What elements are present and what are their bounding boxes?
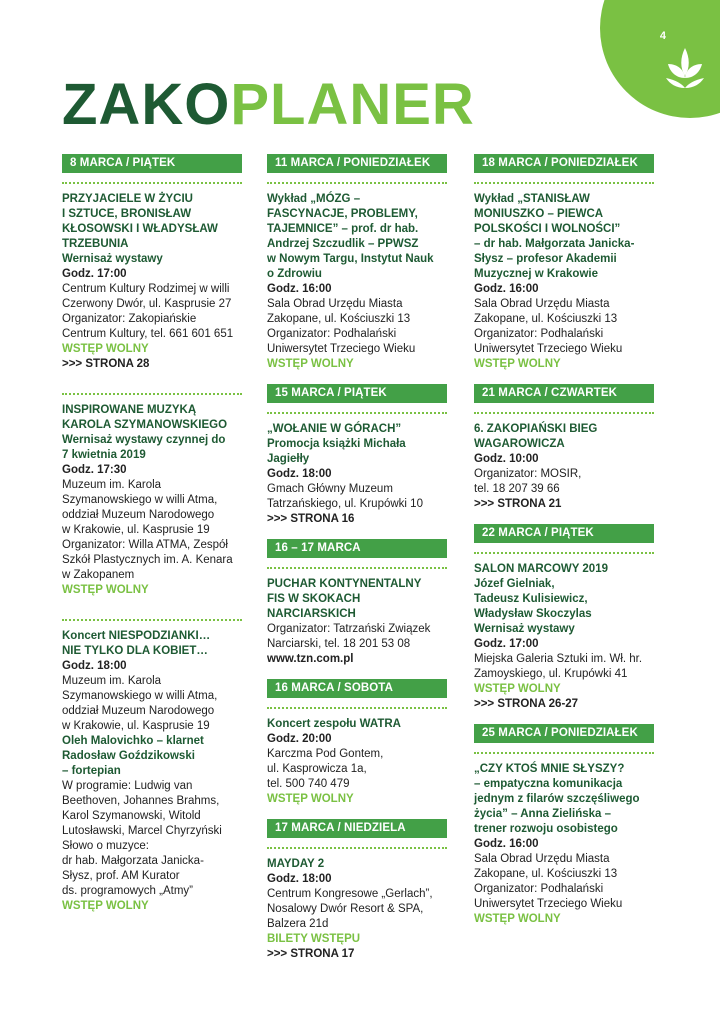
event-green-line: WSTĘP WOLNY bbox=[62, 584, 149, 596]
event-entry bbox=[474, 762, 654, 927]
event-title-line: INSPIROWANE MUZYKĄ bbox=[62, 404, 197, 416]
event-title-line: Andrzej Szczudlik – PPWSZ bbox=[267, 238, 419, 250]
event-title-line: o Zdrowiu bbox=[267, 268, 322, 280]
event-title-line: KAROLA SZYMANOWSKIEGO bbox=[62, 419, 228, 431]
dotted-divider bbox=[62, 182, 242, 184]
event-title-line: Władysław Skoczylas bbox=[474, 608, 592, 620]
leaf-icon bbox=[660, 42, 710, 92]
date-header: 15 MARCA / PIĄTEK bbox=[267, 384, 447, 403]
dotted-divider bbox=[267, 182, 447, 184]
event-title-line: – empatyczna komunikacja bbox=[474, 778, 623, 790]
event-title-line: życia” – Anna Zielińska – bbox=[474, 808, 611, 820]
event-txt-line: Szymanowskiego w willi Atma, bbox=[62, 494, 218, 506]
event-time-line: Godz. 17:00 bbox=[62, 268, 127, 280]
event-green-line: WSTĘP WOLNY bbox=[62, 900, 149, 912]
zakoplaner-logo bbox=[62, 72, 475, 137]
event-title-line: jednym z filarów szczęśliwego bbox=[474, 793, 640, 805]
dotted-divider bbox=[474, 412, 654, 414]
event-green-line: WSTĘP WOLNY bbox=[474, 913, 561, 925]
event-entry bbox=[267, 857, 447, 962]
event-txt-line: w Krakowie, ul. Kasprusie 19 bbox=[62, 720, 210, 732]
event-txt-line: Centrum Kultury, tel. 661 601 651 bbox=[62, 328, 234, 340]
event-txt-line: tel. 500 740 479 bbox=[267, 778, 350, 790]
event-entry bbox=[62, 192, 242, 372]
event-sub-line: 7 kwietnia 2019 bbox=[62, 449, 146, 461]
event-title-line: „WOŁANIE W GÓRACH” bbox=[267, 423, 402, 435]
event-txt-line: Narciarski, tel. 18 201 53 08 bbox=[267, 638, 411, 650]
event-txt-line: Centrum Kultury Rodzimej w willi bbox=[62, 283, 230, 295]
event-entry bbox=[267, 577, 447, 667]
event-title-line: I SZTUCE, BRONISŁAW bbox=[62, 208, 192, 220]
event-entry bbox=[267, 717, 447, 807]
event-txt-line: oddział Muzeum Narodowego bbox=[62, 705, 215, 717]
dotted-divider bbox=[474, 552, 654, 554]
event-title-line: – dr hab. Małgorzata Janicka- bbox=[474, 238, 635, 250]
event-green-line: BILETY WSTĘPU bbox=[267, 933, 361, 945]
event-txt-line: Zakopane, ul. Kościuszki 13 bbox=[474, 868, 618, 880]
event-title-line: trener rozwoju osobistego bbox=[474, 823, 618, 835]
event-time-line: Godz. 10:00 bbox=[474, 453, 539, 465]
event-entry bbox=[474, 422, 654, 512]
event-txt-line: Słysz, prof. AM Kurator bbox=[62, 870, 180, 882]
event-sub-line: Wernisaż wystawy czynnej do bbox=[62, 434, 226, 446]
event-txt-line: oddział Muzeum Narodowego bbox=[62, 509, 215, 521]
event-entry bbox=[267, 422, 447, 527]
event-ref-line: >>> STRONA 16 bbox=[267, 513, 355, 525]
dotted-divider bbox=[267, 412, 447, 414]
event-time-line: Godz. 20:00 bbox=[267, 733, 332, 745]
event-txt-line: w Krakowie, ul. Kasprusie 19 bbox=[62, 524, 210, 536]
event-title-line: Tadeusz Kulisiewicz, bbox=[474, 593, 588, 605]
event-txt-line: Beethoven, Johannes Brahms, bbox=[62, 795, 220, 807]
event-time-line: Godz. 16:00 bbox=[474, 283, 539, 295]
event-title-line: Koncert zespołu WATRA bbox=[267, 718, 401, 730]
event-green-line: WSTĘP WOLNY bbox=[474, 358, 561, 370]
event-title-line: FIS W SKOKACH bbox=[267, 593, 361, 605]
event-title-line: PRZYJACIELE W ŻYCIU bbox=[62, 193, 193, 205]
dotted-divider bbox=[267, 847, 447, 849]
event-title-line: WAGAROWICZA bbox=[474, 438, 565, 450]
date-header: 8 MARCA / PIĄTEK bbox=[62, 154, 242, 173]
page-number: 4 bbox=[659, 30, 666, 42]
date-header: 11 MARCA / PONIEDZIAŁEK bbox=[267, 154, 447, 173]
event-txt-line: Karol Szymanowski, Witold bbox=[62, 810, 201, 822]
event-title-line: Muzycznej w Krakowie bbox=[474, 268, 598, 280]
event-txt-line: Uniwersytet Trzeciego Wieku bbox=[474, 898, 623, 910]
event-txt-line: Tatrzańskiego, ul. Krupówki 10 bbox=[267, 498, 423, 510]
section-gap bbox=[474, 712, 654, 724]
event-title-line: MAYDAY 2 bbox=[267, 858, 325, 870]
event-txt-line: Szkół Plastycznych im. A. Kenara bbox=[62, 554, 233, 566]
column-3 bbox=[474, 154, 654, 927]
event-txt-line: Sala Obrad Urzędu Miasta bbox=[474, 298, 610, 310]
event-green-line: WSTĘP WOLNY bbox=[62, 343, 149, 355]
date-header: 25 MARCA / PONIEDZIAŁEK bbox=[474, 724, 654, 743]
event-txt-line: Uniwersytet Trzeciego Wieku bbox=[267, 343, 416, 355]
event-txt-line: W programie: Ludwig van bbox=[62, 780, 193, 792]
event-title-line: „CZY KTOŚ MNIE SŁYSZY? bbox=[474, 763, 625, 775]
date-header: 22 MARCA / PIĄTEK bbox=[474, 524, 654, 543]
event-txt-line: Lutosławski, Marcel Chyrzyński bbox=[62, 825, 222, 837]
event-time-line: Godz. 18:00 bbox=[267, 873, 332, 885]
event-txt-line: dr hab. Małgorzata Janicka- bbox=[62, 855, 204, 867]
event-title-line: Wykład „MÓZG – bbox=[267, 193, 361, 205]
event-ref-line: >>> STRONA 21 bbox=[474, 498, 562, 510]
event-txt-line: Zamoyskiego, ul. Krupówki 41 bbox=[474, 668, 628, 680]
event-time-line: Godz. 16:00 bbox=[267, 283, 332, 295]
event-green-line: WSTĘP WOLNY bbox=[267, 793, 354, 805]
event-entry bbox=[474, 192, 654, 372]
event-time-line: Godz. 18:00 bbox=[62, 660, 127, 672]
date-header: 18 MARCA / PONIEDZIAŁEK bbox=[474, 154, 654, 173]
event-txt-line: Zakopane, ul. Kościuszki 13 bbox=[267, 313, 411, 325]
event-ref-line: >>> STRONA 17 bbox=[267, 948, 355, 960]
event-txt-line: Balzera 21d bbox=[267, 918, 329, 930]
event-entry bbox=[474, 562, 654, 712]
event-gap bbox=[62, 372, 242, 384]
event-title-line: PUCHAR KONTYNENTALNY bbox=[267, 578, 422, 590]
event-ref-line: >>> STRONA 28 bbox=[62, 358, 150, 370]
event-txt-line: Uniwersytet Trzeciego Wieku bbox=[474, 343, 623, 355]
event-title-line: Promocja książki Michała bbox=[267, 438, 406, 450]
event-txt-line: Zakopane, ul. Kościuszki 13 bbox=[474, 313, 618, 325]
event-txt-line: Organizator: Podhalański bbox=[474, 883, 604, 895]
event-txt-line: Sala Obrad Urzędu Miasta bbox=[474, 853, 610, 865]
event-time-line: Godz. 17:30 bbox=[62, 464, 127, 476]
event-title-line: Jagiełły bbox=[267, 453, 310, 465]
event-txt-line: Organizator: MOSIR, bbox=[474, 468, 582, 480]
event-title-line: TRZEBUNIA bbox=[62, 238, 129, 250]
event-time-line: Godz. 16:00 bbox=[474, 838, 539, 850]
event-txt-line: Organizator: Willa ATMA, Zespół bbox=[62, 539, 228, 551]
event-time-line: Godz. 17:00 bbox=[474, 638, 539, 650]
event-title-line: Koncert NIESPODZIANKI… bbox=[62, 630, 211, 642]
event-title-line: POLSKOŚCI I WOLNOŚCI” bbox=[474, 223, 621, 235]
section-gap bbox=[267, 667, 447, 679]
event-txt-line: ul. Kasprowicza 1a, bbox=[267, 763, 367, 775]
event-title-line: FASCYNACJE, PROBLEMY, bbox=[267, 208, 418, 220]
event-txt-line: Czerwony Dwór, ul. Kasprusie 27 bbox=[62, 298, 232, 310]
event-txt-line: Sala Obrad Urzędu Miasta bbox=[267, 298, 403, 310]
event-title-line: KŁOSOWSKI I WŁADYSŁAW bbox=[62, 223, 218, 235]
event-title-line: MONIUSZKO – PIEWCA bbox=[474, 208, 604, 220]
logo-part-planer: PLANER bbox=[230, 72, 475, 137]
event-title-line: 6. ZAKOPIAŃSKI BIEG bbox=[474, 423, 598, 435]
event-title-line: NARCIARSKICH bbox=[267, 608, 356, 620]
dotted-divider bbox=[267, 707, 447, 709]
event-sub-line: – fortepian bbox=[62, 765, 121, 777]
event-txt-line: Organizator: Tatrzański Związek bbox=[267, 623, 431, 635]
dotted-divider bbox=[62, 393, 242, 395]
event-txt-line: Słowo o muzyce: bbox=[62, 840, 149, 852]
event-txt-line: Centrum Kongresowe „Gerlach”, bbox=[267, 888, 433, 900]
column-2 bbox=[267, 154, 447, 962]
event-txt-line: Szymanowskiego w willi Atma, bbox=[62, 690, 218, 702]
event-txt-line: Karczma Pod Gontem, bbox=[267, 748, 384, 760]
section-gap bbox=[267, 527, 447, 539]
event-txt-line: Muzeum im. Karola bbox=[62, 675, 162, 687]
dotted-divider bbox=[474, 182, 654, 184]
event-title-line: w Nowym Targu, Instytut Nauk bbox=[267, 253, 434, 265]
event-gap bbox=[62, 598, 242, 610]
event-txt-line: ds. programowych „Atmy” bbox=[62, 885, 194, 897]
event-sub-line: Oleh Malovichko – klarnet bbox=[62, 735, 204, 747]
dotted-divider bbox=[62, 619, 242, 621]
date-header: 16 MARCA / SOBOTA bbox=[267, 679, 447, 698]
event-txt-line: tel. 18 207 39 66 bbox=[474, 483, 560, 495]
event-txt-line: Nosalowy Dwór Resort & SPA, bbox=[267, 903, 424, 915]
section-gap bbox=[267, 807, 447, 819]
dotted-divider bbox=[267, 567, 447, 569]
dotted-divider bbox=[474, 752, 654, 754]
section-gap bbox=[474, 512, 654, 524]
date-header: 21 MARCA / CZWARTEK bbox=[474, 384, 654, 403]
event-entry bbox=[62, 403, 242, 598]
event-title-line: TAJEMNICE” – prof. dr hab. bbox=[267, 223, 419, 235]
section-gap bbox=[474, 372, 654, 384]
event-sub-line: Wernisaż wystawy bbox=[474, 623, 575, 635]
event-title-line: Józef Gielniak, bbox=[474, 578, 555, 590]
event-txt-line: w Zakopanem bbox=[62, 569, 135, 581]
event-time-line: Godz. 18:00 bbox=[267, 468, 332, 480]
section-gap bbox=[267, 372, 447, 384]
event-txt-line: Muzeum im. Karola bbox=[62, 479, 162, 491]
event-green-line: WSTĘP WOLNY bbox=[267, 358, 354, 370]
event-ref-line[interactable]: www.tzn.com.pl bbox=[267, 653, 354, 665]
event-txt-line: Gmach Główny Muzeum bbox=[267, 483, 393, 495]
date-header: 16 – 17 MARCA bbox=[267, 539, 447, 558]
event-txt-line: Organizator: Zakopiańskie bbox=[62, 313, 197, 325]
event-txt-line: Miejska Galeria Sztuki im. Wł. hr. bbox=[474, 653, 643, 665]
event-txt-line: Organizator: Podhalański bbox=[267, 328, 397, 340]
event-sub-line: Wernisaż wystawy bbox=[62, 253, 163, 265]
event-green-line: WSTĘP WOLNY bbox=[474, 683, 561, 695]
event-title-line: NIE TYLKO DLA KOBIET… bbox=[62, 645, 208, 657]
column-1 bbox=[62, 154, 242, 914]
event-title-line: SALON MARCOWY 2019 bbox=[474, 563, 608, 575]
event-title-line: Słysz – profesor Akademii bbox=[474, 253, 617, 265]
event-entry bbox=[267, 192, 447, 372]
logo-part-zako: ZAKO bbox=[62, 72, 231, 137]
event-sub-line: Radosław Goździkowski bbox=[62, 750, 195, 762]
date-header: 17 MARCA / NIEDZIELA bbox=[267, 819, 447, 838]
event-txt-line: Organizator: Podhalański bbox=[474, 328, 604, 340]
event-entry bbox=[62, 629, 242, 914]
event-title-line: Wykład „STANISŁAW bbox=[474, 193, 590, 205]
event-ref-line: >>> STRONA 26-27 bbox=[474, 698, 579, 710]
